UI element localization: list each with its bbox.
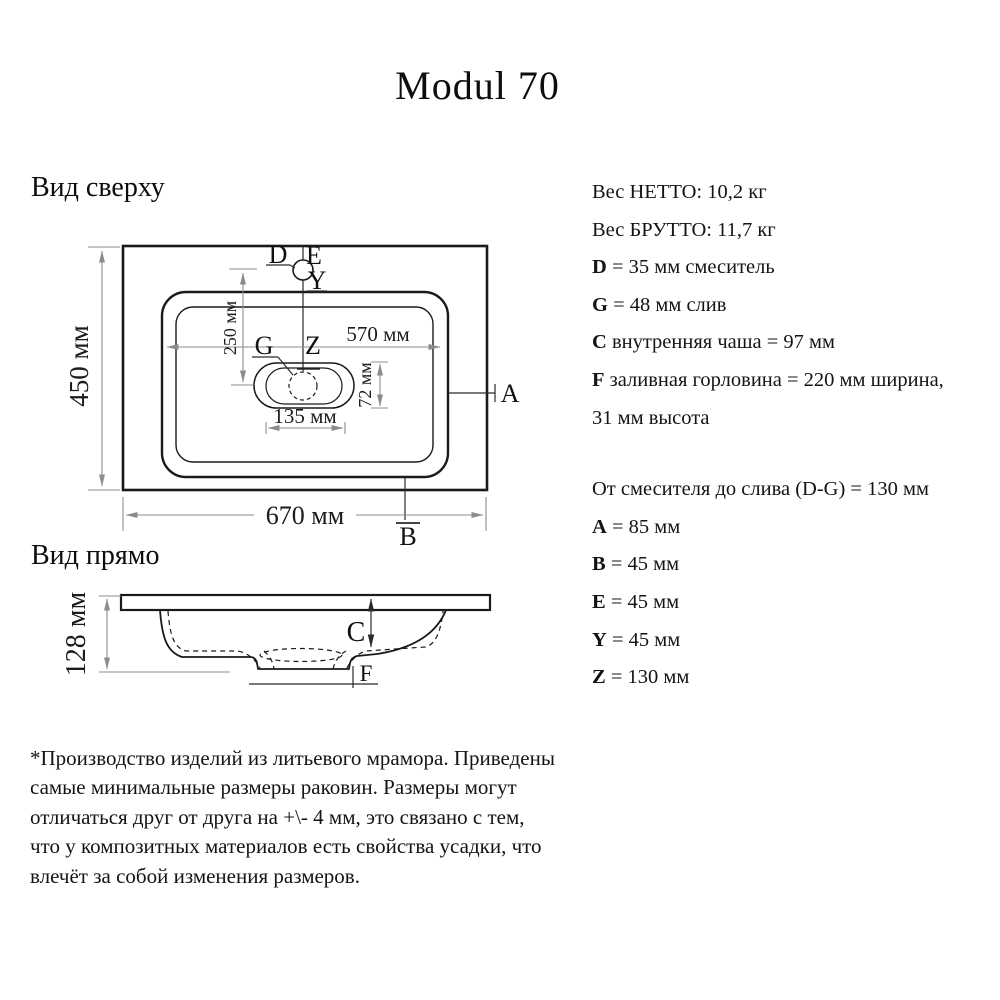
spec-a [592, 509, 992, 547]
spec-text: = 45 мм [606, 628, 681, 651]
marker-a-label: A [500, 379, 520, 408]
marker-g-label: G [254, 331, 274, 360]
spec-text: = 45 мм [605, 590, 680, 613]
front-view-drawing [60, 582, 520, 707]
top-view-label: Вид сверху [31, 172, 165, 203]
dim-670 [123, 497, 486, 531]
overflow-dashed-ellipse [260, 649, 342, 662]
marker-z-label: Z [305, 331, 321, 360]
spec-bold-prefix: D [592, 256, 607, 279]
spec-z [592, 659, 992, 697]
spec-text: = 48 мм слив [607, 293, 727, 316]
spec-f-neck [592, 362, 992, 400]
spec-text: заливная горловина = 220 мм ширина, [604, 368, 944, 391]
spec-b [592, 546, 992, 584]
footnote-line: что у композитных материалов есть свойства усадки, что [30, 834, 542, 859]
spec-text: = 85 мм [606, 515, 681, 538]
spec-weight-gross [592, 212, 992, 250]
top-view-drawing [55, 232, 535, 557]
spec-text: От смесителя до слива (D-G) = 130 мм [592, 478, 929, 501]
dim-570-label: 570 мм [346, 322, 410, 346]
spec-f-neck-height [592, 400, 992, 438]
dim-450-label: 450 мм [64, 325, 94, 407]
spec-panel [592, 174, 992, 697]
spec-group-weights [592, 174, 992, 437]
spec-dg-distance [592, 471, 992, 509]
page-title: Modul 70 [395, 63, 560, 108]
marker-d-label: D [268, 240, 288, 269]
marker-c-label: C [346, 617, 366, 648]
dim-72-label: 72 мм [355, 362, 375, 408]
spec-text: внутренняя чаша = 97 мм [606, 331, 835, 354]
spec-bold-prefix: A [592, 515, 607, 538]
spec-c-bowl [592, 324, 992, 362]
spec-y [592, 622, 992, 660]
spec-text: Вес НЕТТО: 10,2 кг [592, 181, 767, 203]
dim-128-label: 128 мм [61, 591, 92, 677]
spec-bold-prefix: B [592, 553, 606, 576]
spec-text: 31 мм высота [592, 406, 710, 429]
spec-text: = 45 мм [605, 553, 680, 576]
bowl-outer-profile [160, 610, 446, 669]
spec-bold-prefix: G [592, 293, 608, 316]
marker-b-label: B [399, 522, 417, 551]
spec-text: = 35 мм смеситель [606, 256, 775, 279]
dim-450 [64, 247, 120, 490]
dim-f [249, 661, 378, 688]
footnote [30, 744, 650, 891]
footnote-line: отличаться друг от друга на +\- 4 мм, это связано с тем, [30, 804, 525, 829]
drain-slope-right [333, 651, 346, 669]
dim-250-label: 250 мм [220, 300, 240, 356]
slab-cross-section [121, 595, 490, 610]
spec-d-faucet [592, 249, 992, 287]
dim-135-label: 135 мм [273, 404, 337, 428]
spec-g-drain [592, 287, 992, 325]
bowl-inner-dashed-group [168, 611, 443, 669]
spec-bold-prefix: E [592, 590, 606, 613]
spec-bold-prefix: Y [592, 628, 607, 651]
spec-text: Вес БРУТТО: 11,7 кг [592, 218, 776, 241]
drain-slope-left [264, 651, 274, 669]
marker-y-label: Y [307, 266, 327, 295]
spec-weight-net [592, 174, 992, 212]
dim-670-label: 670 мм [265, 501, 345, 530]
spec-bold-prefix: C [592, 331, 607, 354]
marker-f-label: F [359, 661, 373, 686]
front-view-label: Вид прямо [31, 540, 160, 571]
spec-bold-prefix: Z [592, 666, 606, 689]
spec-e [592, 584, 992, 622]
footnote-line: *Производство изделий из литьевого мрамора. Приведены [30, 746, 555, 770]
footnote-line: самые минимальные размеры раковин. Размеры могут [30, 775, 517, 800]
spec-bold-prefix: F [592, 368, 605, 391]
spec-group-distances [592, 471, 992, 697]
marker-e-label: E [306, 241, 322, 270]
spec-text: = 130 мм [605, 666, 690, 689]
bowl-inner-left [168, 611, 260, 668]
footnote-line: влечёт за собой изменения размеров. [30, 863, 360, 888]
